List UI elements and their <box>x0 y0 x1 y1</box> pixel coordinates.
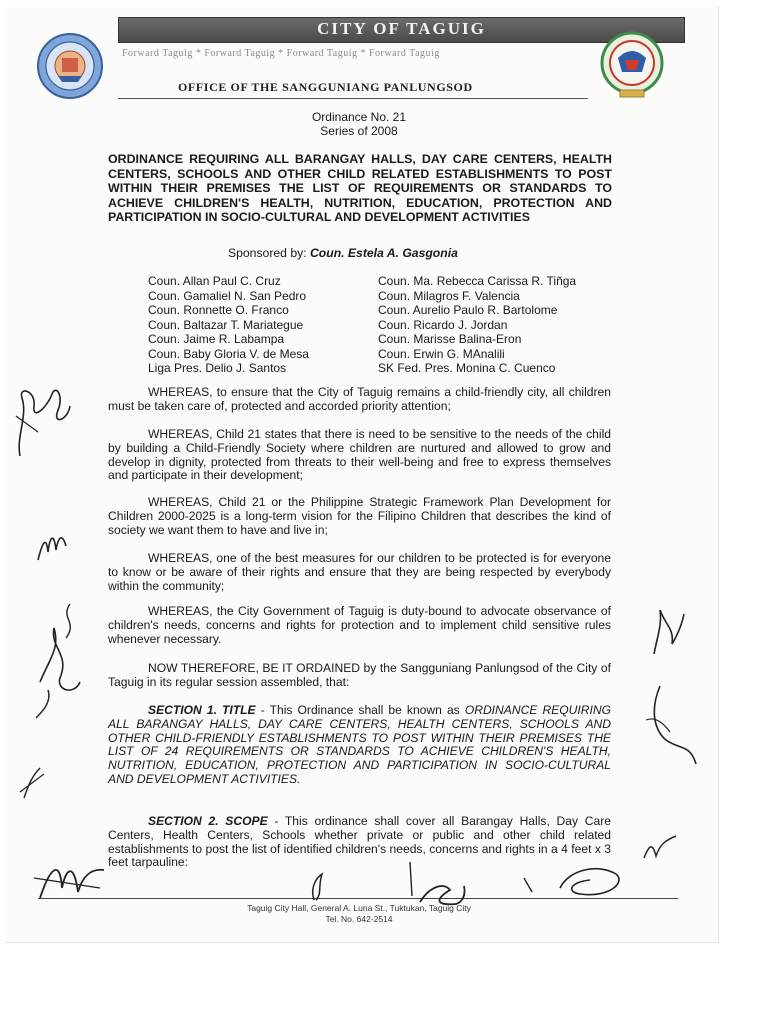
cosponsor-name: Coun. Ricardo J. Jordan <box>378 317 508 332</box>
cosponsor-list-left <box>148 274 309 376</box>
city-seal-left-icon <box>36 32 104 100</box>
cosponsor-name: SK Fed. Pres. Monina C. Cuenco <box>378 361 556 375</box>
margin-initials-icon <box>18 762 48 802</box>
bottom-signature-icon <box>30 848 110 908</box>
section-1-title <box>108 704 611 787</box>
cosponsor-name: Coun. Jaime R. Labampa <box>148 332 285 346</box>
margin-initials-icon <box>640 830 680 864</box>
bottom-signature-icon <box>400 856 470 916</box>
cosponsor-name: Liga Pres. Delio J. Santos <box>148 361 287 375</box>
margin-initials-icon <box>34 524 74 566</box>
cosponsor-name: Coun. Erwin G. MAnalili <box>378 346 505 361</box>
section-1-body: ORDINANCE REQUIRING ALL BARANGAY HALLS, DAY CARE CENTERS, HEALTH CENTERS, SCHOOLS AND OTHER CHILD-FRIENDLY ESTABLISHMENTS TO POST WITHIN THEIR PREMISES THE LIST OF 24 REQUIREMENTS OR STANDARDS TO ACHIEVE CHILDREN'S HEALTH, NUTRITION, EDUCATION, PROTECTION AND PARTICIPATION IN SOCIO-CULTURAL AND DEVELOPMENT ACTIVITIES. <box>108 703 612 786</box>
bottom-initials-icon <box>300 870 330 904</box>
cosponsor-name: Coun. Ronnette O. Franco <box>148 303 289 317</box>
margin-signature-icon <box>8 376 78 466</box>
city-motto: Forward Taguig * Forward Taguig * Forward Taguig * Forward Taguig <box>122 48 440 59</box>
city-banner-title: CITY OF TAGUIG <box>317 19 486 38</box>
whereas-clause: WHEREAS, Child 21 or the Philippine Strategic Framework Plan Development for Children 2000-2025 is a long-term vision for the Filipino Children that describes the kind of society we want them to have and live in; <box>108 495 611 537</box>
sponsored-by-label: Sponsored by: <box>228 246 307 260</box>
enacting-clause: NOW THEREFORE, BE IT ORDAINED by the Sangguniang Panlungsod of the City of Taguig in its regular session assembled, that: <box>108 661 611 689</box>
ordinance-number: Ordinance No. 21 <box>311 110 407 124</box>
section-1-heading: SECTION 1. TITLE <box>148 703 256 717</box>
cosponsor-name: Coun. Baltazar T. Mariategue <box>148 317 304 332</box>
whereas-clause: WHEREAS, the City Government of Taguig is duty-bound to advocate observance of children's needs, concerns and rights for protection and to implement child sensitive rules whenever necessary. <box>108 604 611 646</box>
cosponsor-name: Coun. Marisse Balina-Eron <box>378 332 522 346</box>
section-2-body: - This ordinance shall cover all Barangay Halls, Day Care Centers, Health Centers, Schools whether private or public and other child related establishments to post the list of identified children's needs, concerns and rights in a 4 feet x 3 feet tarpauline: <box>108 814 611 870</box>
ordinance-series: Series of 2008 <box>320 124 398 138</box>
cosponsor-name: Coun. Milagros F. Valencia <box>378 288 520 303</box>
cosponsor-name: Coun. Aurelio Paulo R. Bartolome <box>378 303 558 317</box>
council-seal-right-icon <box>598 30 666 100</box>
margin-signature-icon <box>30 598 90 720</box>
cosponsor-name: Coun. Allan Paul C. Cruz <box>148 274 281 288</box>
ordinance-title: ORDINANCE REQUIRING ALL BARANGAY HALLS, DAY CARE CENTERS, HEALTH CENTERS, SCHOOLS AND OTHER CHILD RELATED ESTABLISHMENTS TO POST WITHIN THEIR PREMISES THE LIST OF REQUIREMENTS OR STANDARDS TO ACHIEVE CHILDREN'S HEALTH, NUTRITION, EDUCATION, PROTECTION AND PARTICIPATION IN SOCIO-CULTURAL AND DEVELOPMENT ACTIVITIES <box>108 152 612 225</box>
whereas-clause: WHEREAS, one of the best measures for our children to be protected is for everyone to know or be aware of their rights and ensure that they are being respected by everybody within the community; <box>108 551 611 593</box>
cosponsor-name: Coun. Ma. Rebecca Carissa R. Tiñga <box>378 274 577 288</box>
whereas-clause: WHEREAS, to ensure that the City of Taguig remains a child-friendly city, all children must be taken care of, protected and accorded priority attention; <box>108 385 611 413</box>
whereas-clause: WHEREAS, Child 21 states that there is need to be sensitive to the needs of the child by building a Child-Friendly Society where children are nurtured and allowed to grow and develop in dignity, protected from threats to their well-being and free to express themselves and participate in their development; <box>108 427 611 483</box>
sponsor-line <box>228 246 458 260</box>
cosponsor-list-right <box>378 274 576 376</box>
header-divider <box>118 98 588 99</box>
margin-signature-icon <box>644 604 688 660</box>
section-2-heading: SECTION 2. SCOPE <box>148 814 268 828</box>
margin-signature-icon <box>640 680 700 770</box>
sponsor-name: Coun. Estela A. Gasgonia <box>310 246 458 260</box>
office-name: OFFICE OF THE SANGGUNIANG PANLUNGSOD <box>178 80 473 94</box>
cosponsor-name: Coun. Gamaliel N. San Pedro <box>148 288 307 303</box>
section-1-lead: - This Ordinance shall be known as <box>255 703 465 717</box>
footer-telephone: Tel. No. 642-2514 <box>325 914 393 924</box>
cosponsor-name: Coun. Baby Gloria V. de Mesa <box>148 346 309 361</box>
footer-address: Taguig City Hall, General A. Luna St., Tuktukan, Taguig City <box>247 903 471 913</box>
bottom-signature-icon <box>520 858 630 908</box>
